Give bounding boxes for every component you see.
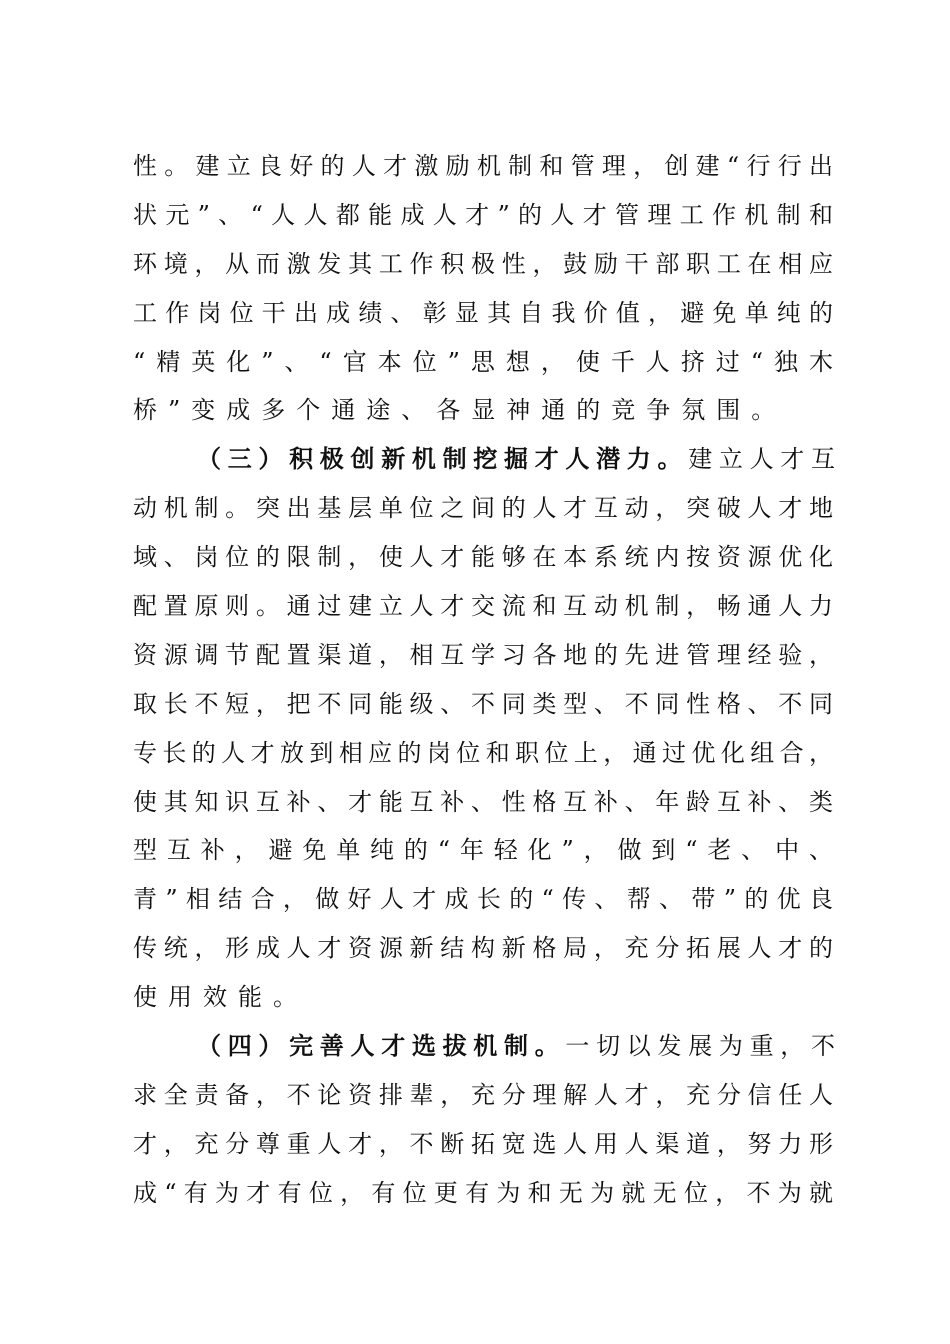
section-heading-3: （三）积极创新机制挖掘才人潜力。 (197, 445, 689, 474)
paragraph-2-line-6: 取长不短，把不同能级、不同类型、不同性格、不同 (133, 689, 833, 718)
paragraph-2-line-9: 型互补，避免单纯的“年轻化”，做到“老、中、 (133, 836, 833, 865)
paragraph-2-first-line (133, 435, 833, 484)
paragraph-3-first-line (133, 1022, 833, 1071)
paragraph-2-line-12: 使用效能。 (133, 983, 308, 1012)
paragraph-1-line-5: “精英化”、“官本位”思想，使千人挤过“独木 (133, 347, 833, 376)
paragraph-2-line-11: 传统，形成人才资源新结构新格局，充分拓展人才的 (133, 934, 833, 963)
paragraph-2-line-5: 资源调节配置渠道，相互学习各地的先进管理经验， (133, 640, 833, 669)
paragraph-3-line-2: 求全责备，不论资排辈，充分理解人才，充分信任人 (133, 1080, 833, 1109)
paragraph-1-line-4: 工作岗位干出成绩、彰显其自我价值，避免单纯的 (133, 298, 833, 327)
paragraph-3-first-line-text: 一切以发展为重，不 (565, 1032, 834, 1061)
paragraph-1-line-1: 性。建立良好的人才激励机制和管理，创建“行行出 (133, 152, 833, 180)
section-heading-4: （四）完善人才选拔机制。 (197, 1032, 566, 1061)
paragraph-2-line-10: 青”相结合，做好人才成长的“传、帮、带”的优良 (133, 885, 833, 914)
paragraph-1-line-2: 状元”、“人人都能成人才”的人才管理工作机制和 (133, 200, 833, 229)
paragraph-3-line-3: 才，充分尊重人才，不断拓宽选人用人渠道，努力形 (133, 1129, 833, 1158)
paragraph-2-line-7: 专长的人才放到相应的岗位和职位上，通过优化组合， (133, 738, 833, 767)
paragraph-3-line-4: 成“有为才有位，有位更有为和无为就无位，不为就 (133, 1178, 833, 1207)
paragraph-1-line-3: 环境，从而激发其工作积极性，鼓励干部职工在相应 (133, 249, 833, 278)
paragraph-2-line-3: 域、岗位的限制，使人才能够在本系统内按资源优化 (133, 543, 833, 572)
paragraph-2-first-line-text: 建立人才互 (688, 445, 834, 474)
paragraph-1-line-6: 桥”变成多个通途、各显神通的竞争氛围。 (133, 396, 787, 425)
paragraph-2-line-4: 配置原则。通过建立人才交流和互动机制，畅通人力 (133, 592, 833, 621)
paragraph-2-line-8: 使其知识互补、才能互补、性格互补、年龄互补、类 (133, 787, 833, 816)
paragraph-2-line-2: 动机制。突出基层单位之间的人才互动，突破人才地 (133, 494, 833, 523)
document-body (133, 142, 833, 1218)
